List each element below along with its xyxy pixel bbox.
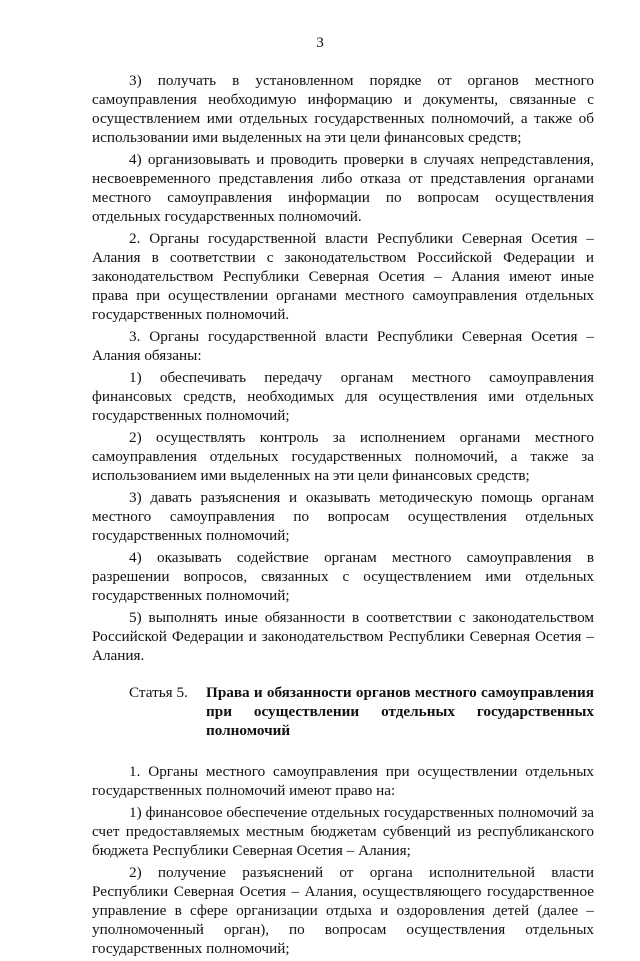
article-heading — [92, 683, 594, 740]
paragraph: 3) давать разъяснения и оказывать методическую помощь органам местного самоуправления по вопросам осуществления отдельных государственных полномочий; — [92, 489, 594, 544]
paragraph: 1) финансовое обеспечение отдельных государственных полномочий за счет предоставляемых местным бюджетам субвенций из республиканского бюджета Республики Северная Осетия – Алания; — [92, 804, 594, 859]
document-body — [92, 71, 594, 961]
paragraph: 4) организовывать и проводить проверки в случаях непредставления, несвоевременного представления либо отказа от представления органами местного самоуправления информации по вопросам осуществления отдельных государственных полномочий. — [92, 151, 594, 225]
paragraph: 4) оказывать содействие органам местного самоуправления в разрешении вопросов, связанных с осуществлением ими отдельных государственных полномочий; — [92, 549, 594, 604]
page-number: 3 — [316, 34, 324, 51]
paragraph: 3) получать в установленном порядке от органов местного самоуправления необходимую информацию и документы, связанные с осуществлением ими отдельных государственных полномочий, а также об использовании ими выделенных на эти цели финансовых средств; — [92, 72, 594, 146]
paragraph: 5) выполнять иные обязанности в соответствии с законодательством Российской Федерации и законодательством Республики Северная Осетия – Алания. — [92, 609, 594, 664]
paragraph: 1. Органы местного самоуправления при осуществлении отдельных государственных полномочий имеют право на: — [92, 763, 594, 799]
paragraph: 2) осуществлять контроль за исполнением органами местного самоуправления отдельных государственных полномочий, а также за использованием ими выделенных на эти цели финансовых средств; — [92, 429, 594, 484]
paragraph: 2. Органы государственной власти Республики Северная Осетия – Алания в соответствии с законодательством Российской Федерации и законодательством Республики Северная Осетия – Алания имеют иные права при осуществлении органами местного самоуправления отдельных государственных полномочий. — [92, 230, 594, 323]
paragraph: 3. Органы государственной власти Республики Северная Осетия – Алания обязаны: — [92, 328, 594, 364]
article-number: Статья 5. — [129, 684, 188, 701]
paragraph: 1) обеспечивать передачу органам местного самоуправления финансовых средств, необходимых для осуществления ими отдельных государственных полномочий; — [92, 369, 594, 424]
article-title: Права и обязанности органов местного самоуправления при осуществлении отдельных государственных полномочий — [206, 684, 594, 739]
paragraph: 2) получение разъяснений от органа исполнительной власти Республики Северная Осетия – Алания, осуществляющего государственное управление в сфере организации отдыха и оздоровления детей (далее – уполномоченный орган), по вопросам осуществления отдельных государственных полномочий; — [92, 864, 594, 957]
